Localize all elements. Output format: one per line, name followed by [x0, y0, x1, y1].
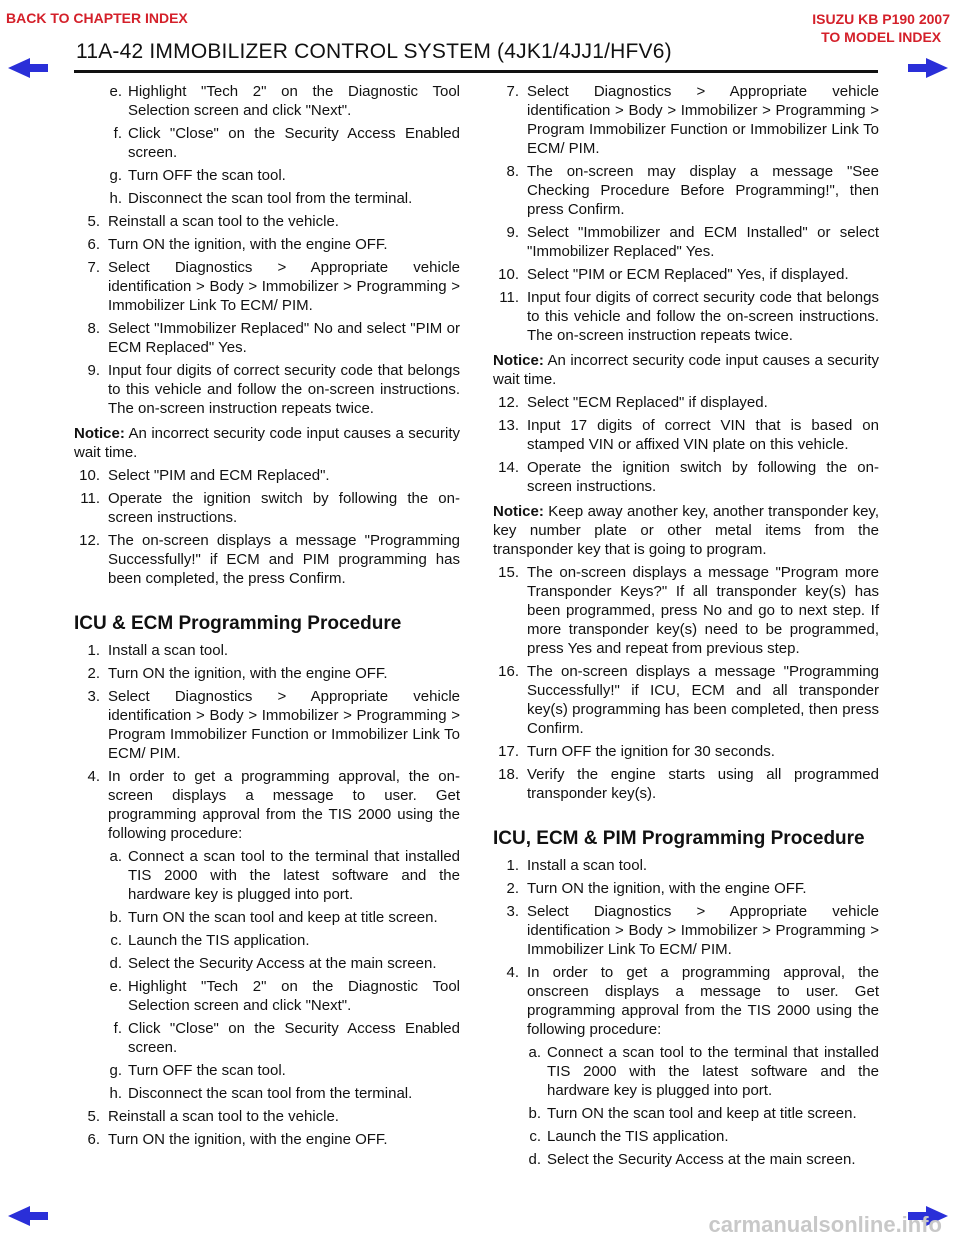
list-item-number: f.: [113, 1020, 122, 1037]
list-item: [74, 258, 460, 315]
list-item-text: The on-screen displays a message "Programming Successfully!" if ECM and PIM programming has been completed, the press Confirm.: [108, 532, 460, 587]
list-item-text: Install a scan tool.: [108, 642, 229, 659]
notice: [493, 502, 879, 559]
list-item-text: Select "Immobilizer and ECM Installed" or select "Immobilizer Replaced" Yes.: [527, 224, 879, 260]
list-item-number: 8.: [506, 163, 519, 180]
list-item-number: 5.: [87, 213, 100, 230]
list-item: [493, 416, 879, 454]
list-item-number: c.: [110, 932, 122, 949]
list-item-number: 1.: [506, 857, 519, 874]
list-item: [493, 856, 879, 875]
list-item-number: 4.: [87, 768, 100, 785]
notice-text: An incorrect security code input causes a security wait time.: [74, 425, 460, 461]
list-item-text: Highlight "Tech 2" on the Diagnostic Tool Selection screen and click "Next".: [128, 978, 460, 1014]
list-item-number: c.: [529, 1128, 541, 1145]
section-heading: ICU & ECM Programming Procedure: [74, 613, 402, 634]
list-item-number: 17.: [498, 743, 519, 760]
list-item-number: g.: [109, 167, 122, 184]
list-item-text: The on-screen may display a message "See Checking Procedure Before Programming!", then press Confirm.: [527, 163, 879, 218]
list-item-text: Reinstall a scan tool to the vehicle.: [108, 1108, 339, 1125]
next-page-arrow-icon[interactable]: [906, 56, 950, 80]
list-item-number: 7.: [87, 259, 100, 276]
list-item: [74, 977, 460, 1015]
list-item-number: h.: [109, 1085, 122, 1102]
list-item-text: Launch the TIS application.: [128, 932, 310, 949]
list-item: [493, 1150, 879, 1169]
list-item-number: 11.: [499, 289, 519, 306]
list-item: [74, 664, 460, 683]
list-item: [493, 1127, 879, 1146]
list-item: [74, 235, 460, 254]
list-item-text: Select the Security Access at the main screen.: [547, 1151, 856, 1168]
list-item-number: e.: [109, 83, 122, 100]
list-item-text: Disconnect the scan tool from the terminal.: [128, 190, 413, 207]
list-item-text: Input four digits of correct security code that belongs to this vehicle and follow the on-screen instructions. The on-screen instruction repeats twice.: [527, 289, 879, 344]
list-item-text: Click "Close" on the Security Access Enabled screen.: [128, 1020, 460, 1056]
list-item-text: Operate the ignition switch by following the on-screen instructions.: [108, 490, 460, 526]
list-item: [493, 765, 879, 803]
list-item-number: g.: [109, 1062, 122, 1079]
list-item-text: Connect a scan tool to the terminal that installed TIS 2000 with the latest software and the hardware key is plugged into port.: [547, 1044, 879, 1099]
notice-label: Notice:: [493, 352, 544, 369]
list-item-text: Select Diagnostics > Appropriate vehicle identification > Body > Immobilizer > Programming > Program Immobilizer Function or Immobilizer Link To ECM/ PIM.: [108, 688, 460, 762]
list-item: [74, 466, 460, 485]
list-item-text: Turn ON the ignition, with the engine OFF.: [527, 880, 807, 897]
list-item: [493, 162, 879, 219]
list-item-text: Connect a scan tool to the terminal that installed TIS 2000 with the latest software and the hardware key is plugged into port.: [128, 848, 460, 903]
list-item: [74, 641, 460, 660]
notice: [493, 351, 879, 389]
notice-text: Keep away another key, another transponder key, key number plate or other metal items from the transponder key that is going to program.: [493, 503, 879, 558]
section-heading: ICU, ECM & PIM Programming Procedure: [493, 828, 865, 849]
list-item: [493, 458, 879, 496]
list-item-text: Disconnect the scan tool from the terminal.: [128, 1085, 413, 1102]
list-item: [74, 189, 460, 208]
list-item-text: Select the Security Access at the main screen.: [128, 955, 437, 972]
list-item: [74, 1130, 460, 1149]
list-item-number: 12.: [498, 394, 519, 411]
list-item: [74, 531, 460, 588]
list-item-number: 13.: [498, 417, 519, 434]
model-title: ISUZU KB P190 2007: [812, 11, 950, 27]
list-item: [74, 212, 460, 231]
list-item-number: 16.: [498, 663, 519, 680]
list-item: [74, 319, 460, 357]
list-item: [74, 82, 460, 120]
list-item-text: Verify the engine starts using all programmed transponder key(s).: [527, 766, 879, 802]
list-item-number: 7.: [506, 83, 519, 100]
list-item-number: d.: [109, 955, 122, 972]
list-item-number: 3.: [87, 688, 100, 705]
list-item: [493, 963, 879, 1039]
list-item-text: Input four digits of correct security code that belongs to this vehicle and follow the on-screen instructions. The on-screen instruction repeats twice.: [108, 362, 460, 417]
list-item-text: Select "PIM and ECM Replaced".: [108, 467, 330, 484]
list-item-text: Turn ON the ignition, with the engine OFF.: [108, 1131, 388, 1148]
list-item-text: Select Diagnostics > Appropriate vehicle identification > Body > Immobilizer > Programming > Program Immobilizer Function or Immobilizer Link To ECM/ PIM.: [527, 83, 879, 157]
list-item-number: 6.: [87, 1131, 100, 1148]
list-item: [493, 1043, 879, 1100]
prev-page-arrow-icon[interactable]: [6, 56, 50, 80]
list-item-number: 3.: [506, 903, 519, 920]
list-item-number: 1.: [87, 642, 100, 659]
list-item-text: The on-screen displays a message "Program more Transponder Keys?" If all transponder key(s) has been programmed, press No and go to next step. If more transponder key(s) need to be programmed, press Yes and repeat from previous step.: [527, 564, 879, 657]
list-item: [74, 908, 460, 927]
list-item: [493, 662, 879, 738]
list-item-number: a.: [109, 848, 122, 865]
page-header-title: 11A-42 IMMOBILIZER CONTROL SYSTEM (4JK1/4JJ1/HFV6): [76, 40, 672, 63]
list-item-text: Highlight "Tech 2" on the Diagnostic Tool Selection screen and click "Next".: [128, 83, 460, 119]
list-item-number: 2.: [87, 665, 100, 682]
list-item-text: Turn ON the scan tool and keep at title screen.: [128, 909, 438, 926]
header-rule: [74, 70, 878, 73]
list-item: [74, 687, 460, 763]
list-item-number: 4.: [506, 964, 519, 981]
model-index-link[interactable]: [812, 10, 950, 46]
list-item: [74, 166, 460, 185]
list-item: [74, 489, 460, 527]
list-item: [493, 1104, 879, 1123]
list-item-number: 2.: [506, 880, 519, 897]
list-item: [74, 847, 460, 904]
list-item: [493, 82, 879, 158]
list-item-text: Turn ON the scan tool and keep at title screen.: [547, 1105, 857, 1122]
list-item: [493, 902, 879, 959]
list-item-text: Turn OFF the scan tool.: [128, 1062, 286, 1079]
list-item-text: Operate the ignition switch by following the on-screen instructions.: [527, 459, 879, 495]
list-item-number: a.: [528, 1044, 541, 1061]
list-item-number: 5.: [87, 1108, 100, 1125]
list-item-text: Turn OFF the scan tool.: [128, 167, 286, 184]
list-item-text: Click "Close" on the Security Access Enabled screen.: [128, 125, 460, 161]
list-item: [74, 767, 460, 843]
list-item-text: Install a scan tool.: [527, 857, 648, 874]
list-item-text: Select Diagnostics > Appropriate vehicle identification > Body > Immobilizer > Programming > Immobilizer Link To ECM/ PIM.: [527, 903, 879, 958]
notice-label: Notice:: [74, 425, 125, 442]
list-item: [493, 563, 879, 658]
list-item-text: Input 17 digits of correct VIN that is based on stamped VIN or affixed VIN plate on this vehicle.: [527, 417, 879, 453]
list-item-number: 15.: [498, 564, 519, 581]
list-item-text: Reinstall a scan tool to the vehicle.: [108, 213, 339, 230]
list-item: [74, 954, 460, 973]
list-item: [493, 879, 879, 898]
list-item: [493, 288, 879, 345]
list-item-number: 8.: [87, 320, 100, 337]
list-item-text: Launch the TIS application.: [547, 1128, 729, 1145]
list-item-text: Turn OFF the ignition for 30 seconds.: [527, 743, 775, 760]
list-item-number: 18.: [498, 766, 519, 783]
list-item: [493, 742, 879, 761]
list-item: [74, 1061, 460, 1080]
list-item-number: 9.: [506, 224, 519, 241]
list-item-text: Select Diagnostics > Appropriate vehicle identification > Body > Immobilizer > Programming > Immobilizer Link To ECM/ PIM.: [108, 259, 460, 314]
list-item: [74, 124, 460, 162]
list-item-text: The on-screen displays a message "Programming Successfully!" if ICU, ECM and all transponder key(s) programming has been completed, then press Confirm.: [527, 663, 879, 737]
notice-label: Notice:: [493, 503, 544, 520]
list-item-number: 10.: [498, 266, 519, 283]
list-item: [493, 223, 879, 261]
list-item-number: b.: [528, 1105, 541, 1122]
to-model-index-label: TO MODEL INDEX: [821, 29, 942, 45]
list-item-number: 11.: [80, 490, 100, 507]
list-item-number: b.: [109, 909, 122, 926]
list-item-number: 6.: [87, 236, 100, 253]
list-item-text: In order to get a programming approval, the on-screen displays a message to user. Get programming approval from the TIS 2000 using the following procedure:: [108, 768, 460, 842]
list-item-text: In order to get a programming approval, the onscreen displays a message to user. Get programming approval from the TIS 2000 using the following procedure:: [527, 964, 879, 1038]
list-item-number: 10.: [79, 467, 100, 484]
right-column: [493, 82, 879, 1173]
list-item-text: Select "Immobilizer Replaced" No and select "PIM or ECM Replaced" Yes.: [108, 320, 460, 356]
list-item-number: 9.: [87, 362, 100, 379]
notice: [74, 424, 460, 462]
list-item-text: Select "ECM Replaced" if displayed.: [527, 394, 768, 411]
list-item: [74, 931, 460, 950]
list-item-number: 12.: [79, 532, 100, 549]
list-item: [74, 1107, 460, 1126]
list-item-text: Select "PIM or ECM Replaced" Yes, if displayed.: [527, 266, 849, 283]
list-item: [493, 393, 879, 412]
list-item-text: Turn ON the ignition, with the engine OFF.: [108, 665, 388, 682]
list-item-number: f.: [113, 125, 122, 142]
prev-page-arrow-bottom-icon[interactable]: [6, 1204, 50, 1228]
back-to-chapter-index-link[interactable]: BACK TO CHAPTER INDEX: [6, 10, 188, 26]
list-item-number: d.: [528, 1151, 541, 1168]
list-item: [74, 1019, 460, 1057]
list-item-text: Turn ON the ignition, with the engine OFF.: [108, 236, 388, 253]
watermark: carmanualsonline.info: [708, 1212, 942, 1237]
list-item-number: 14.: [498, 459, 519, 476]
notice-text: An incorrect security code input causes a security wait time.: [493, 352, 879, 388]
list-item: [74, 361, 460, 418]
list-item: [74, 1084, 460, 1103]
left-column: [74, 82, 460, 1153]
list-item-number: e.: [109, 978, 122, 995]
list-item-number: h.: [109, 190, 122, 207]
list-item: [493, 265, 879, 284]
